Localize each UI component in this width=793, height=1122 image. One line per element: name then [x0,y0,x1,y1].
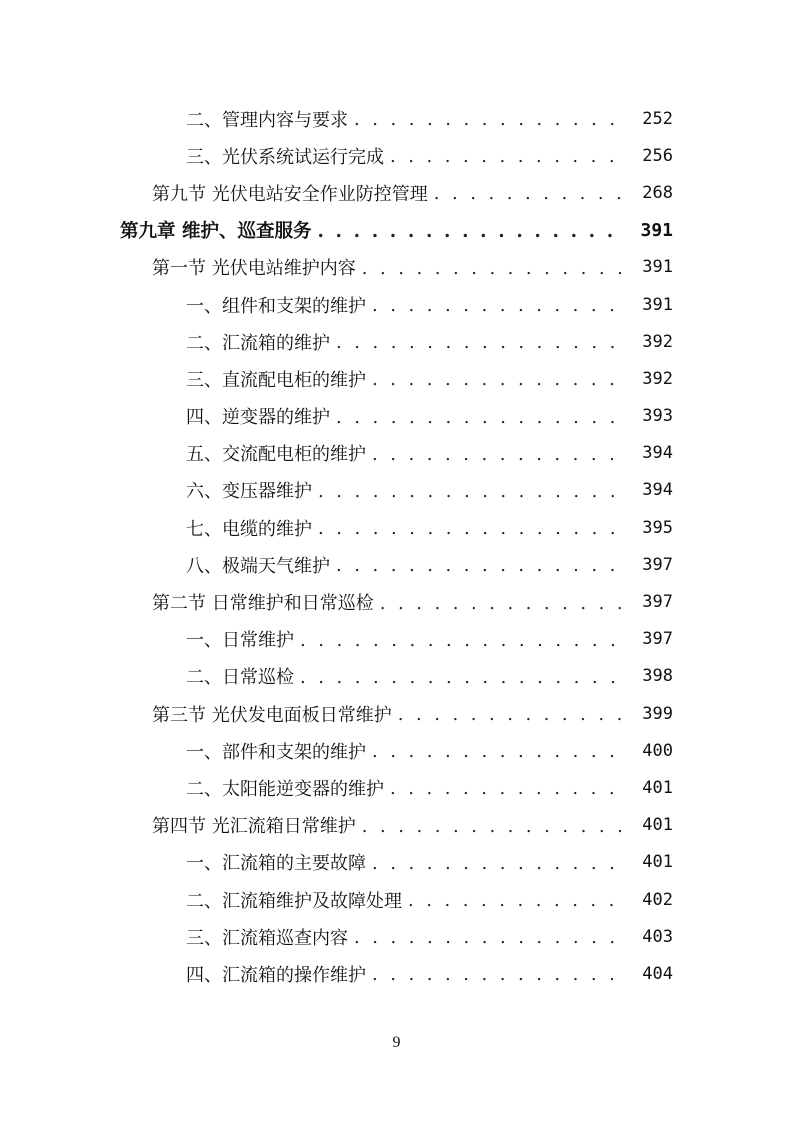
toc-entry-title: 二、日常巡检 [186,667,294,689]
toc-page-number: 394 [642,443,673,464]
toc-entry-title: 第三节 光伏发电面板日常维护 [152,704,392,726]
toc-page-number: 404 [642,963,673,984]
toc-leader-dots [408,890,621,911]
toc-entry-title: 五、交流配电柜的维护 [186,444,366,466]
toc-page-number: 398 [642,666,673,687]
toc-entry-title: 三、直流配电柜的维护 [186,369,366,391]
toc-entry-title: 三、光伏系统试运行完成 [186,146,384,168]
toc-entry-title: 八、极端天气维护 [186,555,330,577]
toc-page-number: 393 [642,406,673,427]
toc-page-number: 395 [642,517,673,538]
toc-section-entry[interactable] [0,249,793,286]
toc-leader-dots [372,853,621,874]
toc-leader-dots [372,295,621,316]
toc-entry[interactable] [0,360,793,397]
toc-entry-title: 第四节 光汇流箱日常维护 [152,816,356,838]
toc-leader-dots [317,221,621,242]
toc-entry[interactable] [0,621,793,658]
toc-page-number: 397 [642,592,673,613]
toc-entry-title: 第九节 光伏电站安全作业防控管理 [152,183,428,205]
toc-page-number: 397 [642,629,673,650]
toc-leader-dots [336,332,621,353]
toc-entry[interactable] [0,398,793,435]
toc-leader-dots [372,741,621,762]
toc-entry-title: 一、组件和支架的维护 [186,295,366,317]
toc-leader-dots [362,816,621,837]
toc-leader-dots [300,667,621,688]
toc-leader-dots [300,630,621,651]
toc-page-number: 391 [642,294,673,315]
toc-leader-dots [354,109,621,130]
toc-page-number: 392 [642,368,673,389]
toc-page-number: 268 [642,182,673,203]
toc-entry[interactable] [0,955,793,992]
toc-entry[interactable] [0,658,793,695]
toc-entry-title: 二、汇流箱的维护 [186,332,330,354]
toc-entry-title: 二、汇流箱维护及故障处理 [186,890,402,912]
toc-leader-dots [372,964,621,985]
toc-section-entry[interactable] [0,695,793,732]
toc-leader-dots [398,704,621,725]
toc-entry[interactable] [0,323,793,360]
toc-page-number: 392 [642,331,673,352]
toc-entry[interactable] [0,918,793,955]
toc-page-number: 394 [642,480,673,501]
toc-chapter-entry[interactable] [0,212,793,249]
toc-leader-dots [372,444,621,465]
toc-leader-dots [354,927,621,948]
toc-page-number: 400 [642,740,673,761]
toc-entry[interactable] [0,435,793,472]
toc-page-number: 403 [642,926,673,947]
toc-page-number: 401 [642,815,673,836]
toc-page-number: 401 [642,777,673,798]
toc-leader-dots [318,481,621,502]
toc-page-number: 256 [642,145,673,166]
toc-entry-title: 一、日常维护 [186,630,294,652]
toc-leader-dots [380,593,621,614]
toc-leader-dots [318,518,621,539]
toc-entry-title: 第九章 维护、巡查服务 [120,221,312,243]
toc-page-number: 401 [642,852,673,873]
page-number-footer: 9 [392,1034,401,1051]
toc-leader-dots [336,407,621,428]
toc-entry[interactable] [0,472,793,509]
toc-entry-title: 一、部件和支架的维护 [186,741,366,763]
toc-entry-title: 二、管理内容与要求 [186,109,348,131]
toc-leader-dots [336,555,621,576]
toc-entry-title: 第二节 日常维护和日常巡检 [152,593,374,615]
toc-leader-dots [434,183,621,204]
toc-entry[interactable] [0,286,793,323]
toc-entry-title: 四、汇流箱的操作维护 [186,964,366,986]
toc-page-number: 399 [642,703,673,724]
toc-entry-title: 一、汇流箱的主要故障 [186,853,366,875]
toc-leader-dots [390,146,621,167]
toc-entry-title: 四、逆变器的维护 [186,407,330,429]
toc-section-entry[interactable] [0,807,793,844]
toc-entry-title: 七、电缆的维护 [186,518,312,540]
toc-entry-title: 三、汇流箱巡查内容 [186,927,348,949]
toc-entry[interactable] [0,100,793,137]
toc-entry[interactable] [0,769,793,806]
toc-page-number: 391 [642,257,673,278]
toc-page-number: 252 [642,108,673,129]
toc-leader-dots [390,778,621,799]
toc-entry-title: 第一节 光伏电站维护内容 [152,258,356,280]
toc-entry[interactable] [0,844,793,881]
toc-entry-title: 六、变压器维护 [186,481,312,503]
toc-page-number: 391 [640,219,673,241]
toc-section-entry[interactable] [0,174,793,211]
toc-entry[interactable] [0,509,793,546]
toc-entry[interactable] [0,546,793,583]
table-of-contents [0,100,793,993]
toc-leader-dots [362,258,621,279]
toc-page-number: 397 [642,554,673,575]
toc-entry[interactable] [0,881,793,918]
toc-entry[interactable] [0,732,793,769]
toc-section-entry[interactable] [0,583,793,620]
toc-entry[interactable] [0,137,793,174]
toc-page-number: 402 [642,889,673,910]
toc-entry-title: 二、太阳能逆变器的维护 [186,778,384,800]
toc-leader-dots [372,369,621,390]
